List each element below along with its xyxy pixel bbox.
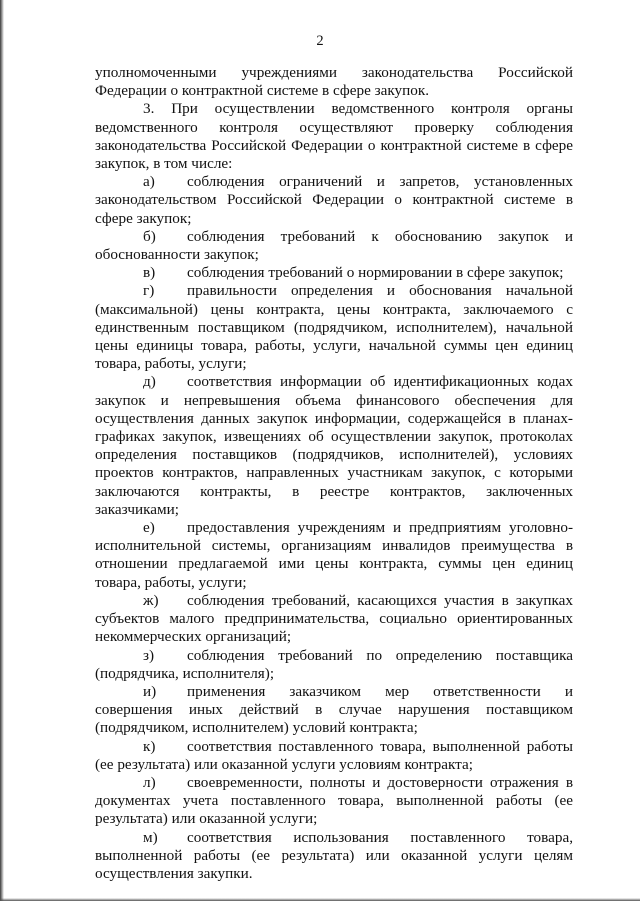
list-item-letter: ж): [143, 591, 159, 609]
list-item-letter: м): [143, 828, 158, 846]
list-item-letter: д): [143, 373, 156, 391]
list-item-text: правильности определения и обоснования начальной (максимальной) цены контракта, цены контракта, заключаемого с единственным поставщиком (подрядчиком, исполнителем), начальной цены единицы товара, работы, услуги, начальной суммы цен единиц товара, работы, услуги;: [95, 282, 573, 373]
list-item-l: [95, 774, 573, 829]
list-item-letter: г): [143, 282, 155, 300]
list-item-text: предоставления учреждениям и предприятиям уголовно-исполнительной системы, организациям инвалидов преимущества в отношении предлагаемой ими цены контракта, суммы цен единиц товара, работы, услуги;: [95, 519, 573, 591]
list-item-letter: а): [143, 173, 155, 191]
list-item-z: [95, 647, 573, 683]
list-item-b: [95, 228, 573, 264]
list-item-text: соблюдения требований, касающихся участия в закупках субъектов малого предпринимательства, социально ориентированных некоммерческих организаций;: [95, 591, 573, 646]
intro-paragraph: уполномоченными учреждениями законодательства Российской Федерации о контрактной системе в сфере закупок.: [95, 64, 573, 100]
list-item-text: соответствия информации об идентификационных кодах закупок и непревышения объема финансового обеспечения для осуществления данных закупок информации, содержащейся в планах-графиках закупок, извещениях об осуществлении закупок, протоколах определения поставщиков (подрядчиков, исполнителей), условиях проектов контрактов, направленных участникам закупок, с которыми заключаются контракты, в реестре контрактов, заключенных заказчиками;: [95, 373, 573, 518]
list-item-text: своевременности, полноты и достоверности отражения в документах учета поставленного товара, выполненной работы (ее результата) или оказанной услуги;: [95, 773, 573, 828]
page-number: 2: [316, 33, 324, 49]
list-item-v: [95, 264, 573, 282]
paragraph-3: 3. При осуществлении ведомственного контроля органы ведомственного контроля осуществляют проверку соблюдения законодательства Российской Федерации о контрактной системе в сфере закупок, в том числе:: [95, 100, 573, 173]
list-item-text: соответствия поставленного товара, выполненной работы (ее результата) или оказанной услуги условиям контракта;: [95, 737, 573, 773]
list-item-text: соблюдения требований о нормировании в сфере закупок;: [187, 264, 564, 282]
list-item-letter: в): [143, 264, 156, 282]
list-item-letter: е): [143, 519, 155, 537]
list-item-text: соответствия использования поставленного товара, выполненной работы (ее результата) или оказанной услуги целям осуществления закупки.: [95, 828, 573, 882]
list-item-g: [95, 282, 573, 373]
list-item-d: [95, 373, 573, 519]
list-item-m: [95, 829, 573, 884]
list-item-text: соблюдения ограничений и запретов, установленных законодательством Российской Федерации о контрактной системе в сфере закупок;: [95, 173, 573, 227]
list-item-text: соблюдения требований к обоснованию закупок и обоснованности закупок;: [95, 227, 573, 264]
list-item-a: [95, 173, 573, 228]
list-item-e: [95, 519, 573, 592]
document-body: [95, 64, 573, 883]
list-item-letter: з): [143, 646, 155, 664]
list-item-text: соблюдения требований по определению поставщика (подрядчика, исполнителя);: [95, 646, 573, 682]
list-item-letter: б): [143, 227, 156, 245]
list-item-i: [95, 683, 573, 738]
list-item-text: применения заказчиком мер ответственности и совершения иных действий в случае нарушения поставщиком (подрядчиком, исполнителем) условий контракта;: [95, 682, 573, 737]
list-item-letter: к): [143, 737, 156, 755]
list-item-letter: и): [143, 682, 157, 700]
list-item-zh: [95, 592, 573, 647]
list-item-k: [95, 738, 573, 774]
scan-edge-left: [0, 0, 4, 901]
list-item-letter: л): [143, 773, 156, 791]
